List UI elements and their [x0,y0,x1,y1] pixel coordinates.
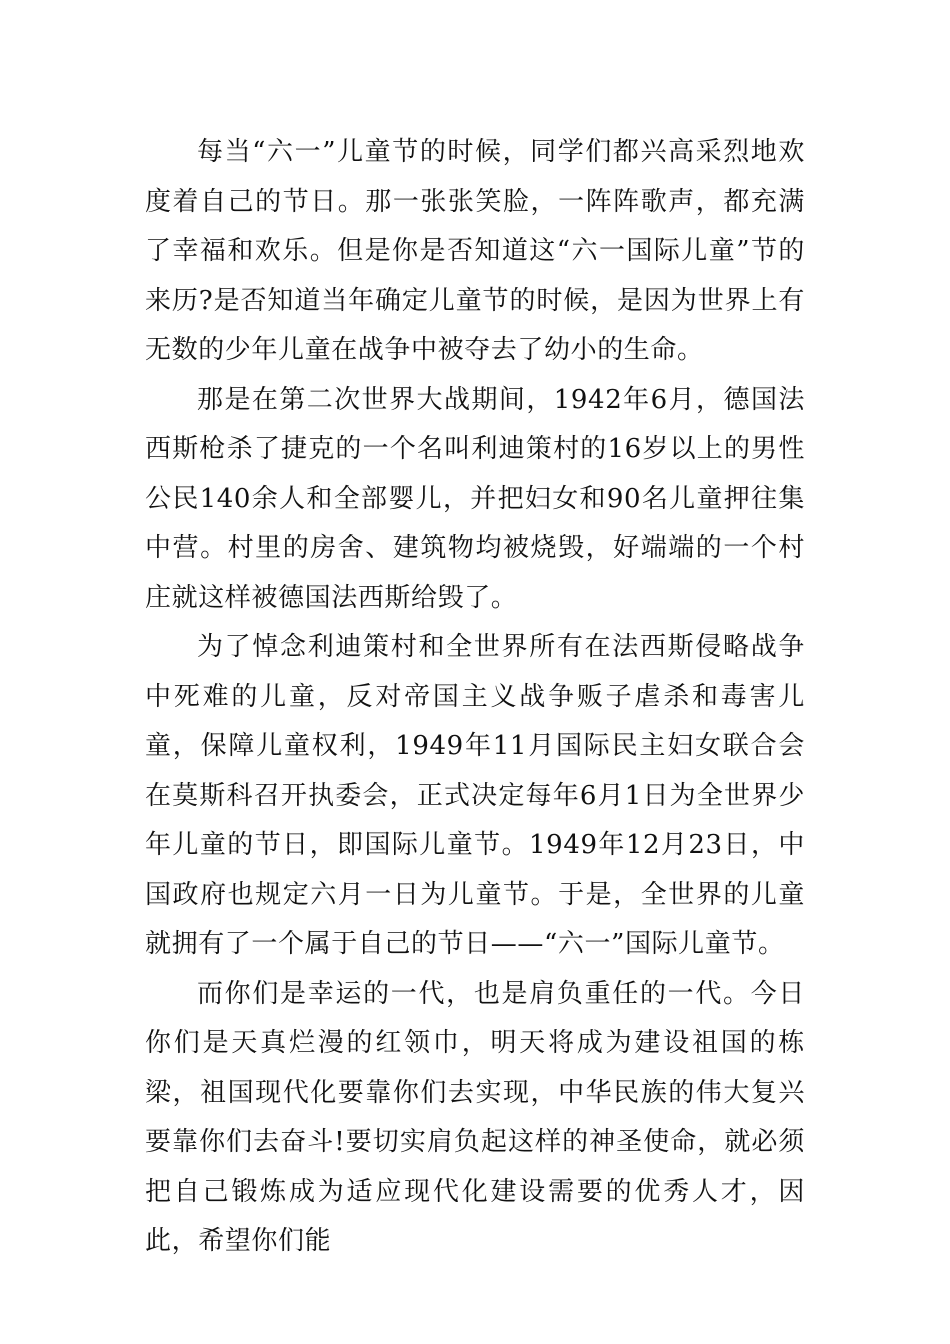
paragraph-3: 为了悼念利迪策村和全世界所有在法西斯侵略战争中死难的儿童，反对帝国主义战争贩子虐杀和毒害儿童，保障儿童权利，1949年11月国际民主妇女联合会在莫斯科召开执委会，正式决定每年6月1日为全世界少年儿童的节日，即国际儿童节。1949年12月23日，中国政府也规定六月一日为儿童节。于是，全世界的儿童就拥有了一个属于自己的节日——“六一”国际儿童节。 [145,632,805,959]
paragraph-4: 而你们是幸运的一代，也是肩负重任的一代。今日你们是天真烂漫的红领巾，明天将成为建设祖国的栋梁，祖国现代化要靠你们去实现，中华民族的伟大复兴要靠你们去奋斗!要切实肩负起这样的神圣使命，就必须把自己锻炼成为适应现代化建设需要的优秀人才，因此，希望你们能 [145,978,805,1256]
paragraph-1: 每当“六一”儿童节的时候，同学们都兴高采烈地欢度着自己的节日。那一张张笑脸，一阵阵歌声，都充满了幸福和欢乐。但是你是否知道这“六一国际儿童”节的来历?是否知道当年确定儿童节的时候，是因为世界上有无数的少年儿童在战争中被夺去了幼小的生命。 [145,137,805,365]
document-body [145,128,805,1267]
paragraph-2: 那是在第二次世界大战期间，1942年6月，德国法西斯枪杀了捷克的一个名叫利迪策村的16岁以上的男性公民140余人和全部婴儿，并把妇女和90名儿童押往集中营。村里的房舍、建筑物均被烧毁，好端端的一个村庄就这样被德国法西斯给毁了。 [145,384,805,613]
